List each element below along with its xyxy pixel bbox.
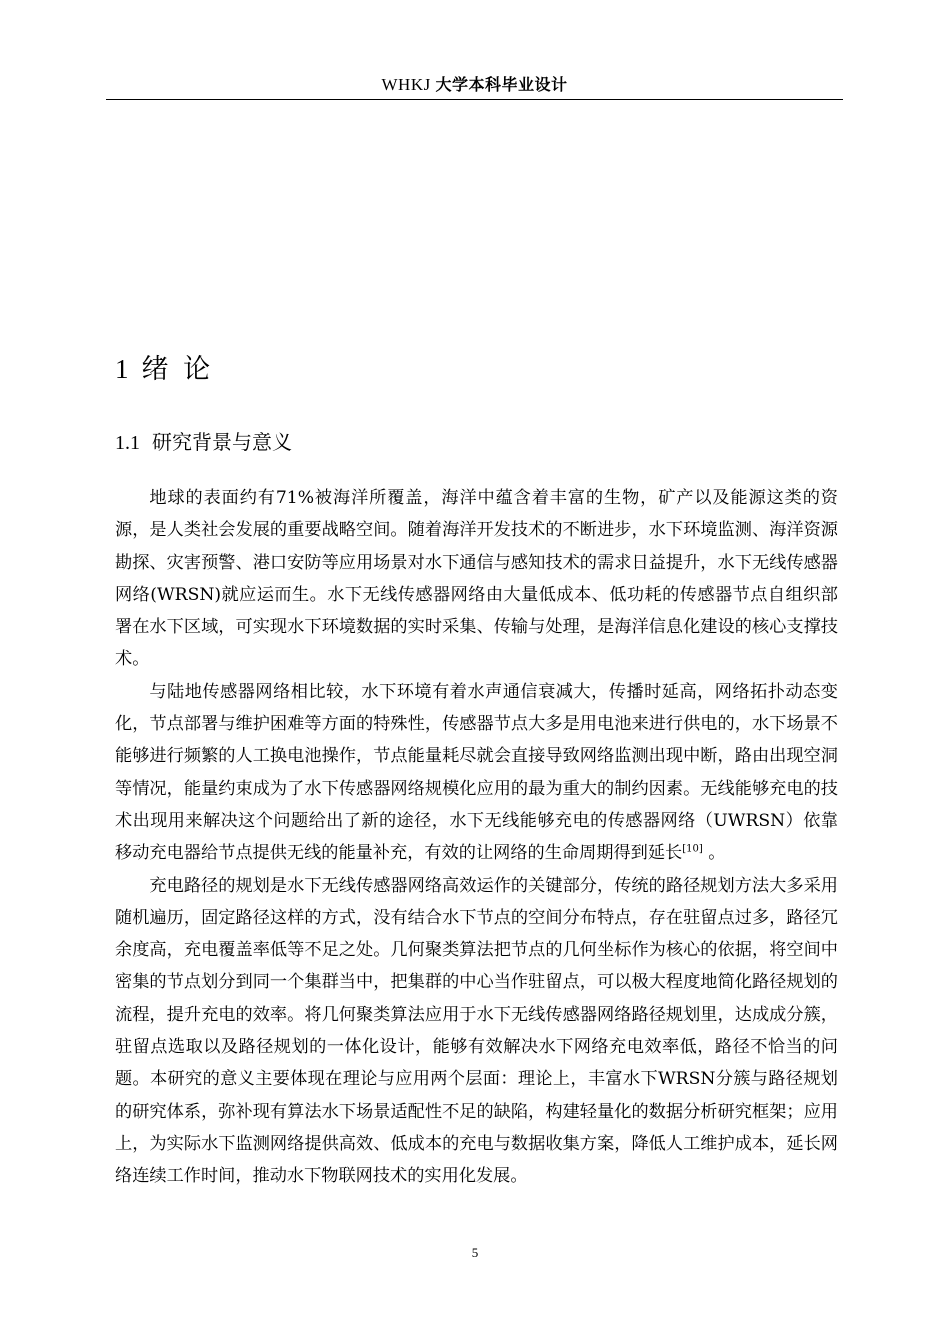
- running-header: [106, 72, 843, 95]
- chapter-number: 1: [115, 354, 132, 384]
- paragraph-3: 充电路径的规划是水下无线传感器网络高效运作的关键部分，传统的路径规划方法大多采用随机遍历，固定路径这样的方式，没有结合水下节点的空间分布特点，存在驻留点过多，路径冗余度高，充电覆盖率低等不足之处。几何聚类算法把节点的几何坐标作为核心的依据，将空间中密集的节点划分到同一个集群当中，把集群的中心当作驻留点，可以极大程度地简化路径规划的流程，提升充电的效率。将几何聚类算法应用于水下无线传感器网络路径规划里，达成成分簇，驻留点选取以及路径规划的一体化设计，能够有效解决水下网络充电效率低，路径不恰当的问题。本研究的意义主要体现在理论与应用两个层面：理论上，丰富水下WRSN分簇与路径规划的研究体系，弥补现有算法水下场景适配性不足的缺陷，构建轻量化的数据分析研究框架；应用上，为实际水下监测网络提供高效、低成本的充电与数据收集方案，降低人工维护成本，延长网络连续工作时间，推动水下物联网技术的实用化发展。: [115, 875, 838, 1187]
- paragraph-1: 地球的表面约有71%被海洋所覆盖，海洋中蕴含着丰富的生物，矿产以及能源这类的资源，是人类社会发展的重要战略空间。随着海洋开发技术的不断进步，水下环境监测、海洋资源勘探、灾害预警、港口安防等应用场景对水下通信与感知技术的需求日益提升，水下无线传感器网络(WRSN)就应运而生。水下无线传感器网络由大量低成本、低功耗的传感器节点自组织部署在水下区域，可实现水下环境数据的实时采集、传输与处理，是海洋信息化建设的核心支撑技术。: [115, 488, 838, 670]
- chapter-title-text: 绪 论: [141, 354, 214, 385]
- paragraph-2-text: 与陆地传感器网络相比较，水下环境有着水声通信衰减大，传播时延高，网络拓扑动态变化，节点部署与维护困难等方面的特殊性，传感器节点大多是用电池来进行供电的，水下场景不能够进行频繁的人工换电池操作，节点能量耗尽就会直接导致网络监测出现中断，路由出现空洞等情况，能量约束成为了水下传感器网络规模化应用的最为重大的制约因素。无线能够充电的技术出现用来解决这个问题给出了新的途径，水下无线能够充电的传感器网络（UWRSN）依靠移动充电器给节点提供无线的能量补充，有效的让网络的生命周期得到延长: [115, 681, 838, 864]
- section-title-text: 研究背景与意义: [152, 430, 292, 454]
- header-chinese: 大学本科毕业设计: [435, 75, 568, 94]
- header-latin: WHKJ: [381, 75, 431, 94]
- header-rule: [106, 99, 843, 100]
- chapter-title: [115, 347, 213, 386]
- paragraph-2-tail: 。: [702, 843, 726, 864]
- section-number: 1.1: [115, 432, 140, 454]
- body-text: [115, 482, 838, 1193]
- citation-ref: [10]: [682, 843, 703, 855]
- section-title: [115, 426, 292, 455]
- paragraph-2: [115, 676, 838, 870]
- page-number: 5: [471, 1245, 479, 1260]
